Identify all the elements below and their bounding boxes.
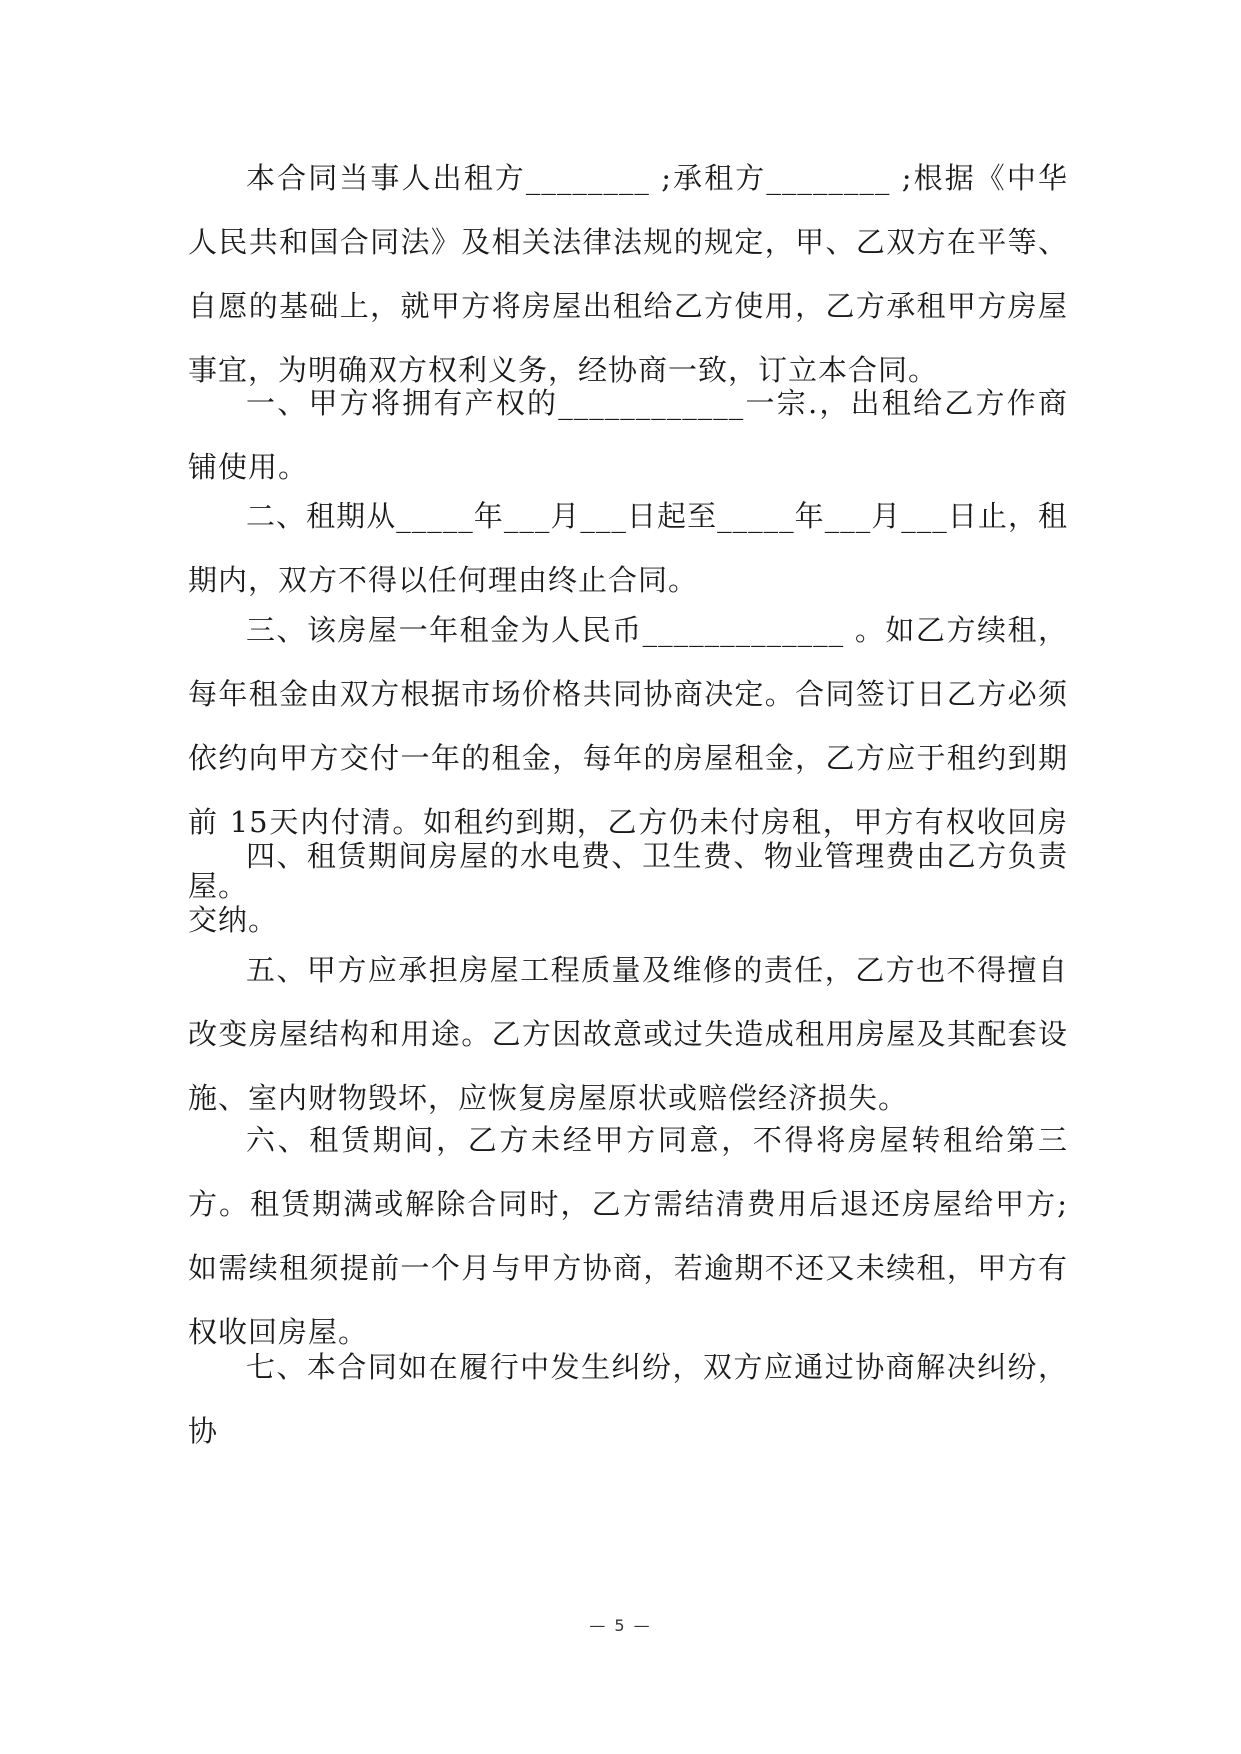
paragraph-preamble: 本合同当事人出租方________ ;承租方________ ;根据《中华人民共和国合同法》及相关法律法规的规定，甲、乙双方在平等、自愿的基础上，就甲方将房屋出租给乙方使用，乙方承租甲方房屋事宜，为明确双方权利义务，经协商一致，订立本合同。 (188, 161, 1068, 387)
paragraph-clause-4: 四、租赁期间房屋的水电费、卫生费、物业管理费由乙方负责交纳。 (188, 839, 1068, 937)
paragraph-clause-7: 七、本合同如在履行中发生纠纷，双方应通过协商解决纠纷，协 (188, 1350, 1068, 1448)
paragraph-clause-2: 二、租期从_____年___月___日起至_____年___月___日止，租期内，双方不得以任何理由终止合同。 (188, 499, 1068, 597)
page-number: — 5 — (589, 1616, 652, 1635)
paragraph-clause-6: 六、租赁期间，乙方未经甲方同意，不得将房屋转租给第三方。租赁期满或解除合同时，乙方需结清费用后退还房屋给甲方;如需续租须提前一个月与甲方协商，若逾期不还又未续租，甲方有权收回房屋。 (188, 1123, 1068, 1349)
paragraph-clause-5: 五、甲方应承担房屋工程质量及维修的责任，乙方也不得擅自改变房屋结构和用途。乙方因故意或过失造成租用房屋及其配套设施、室内财物毁坏，应恢复房屋原状或赔偿经济损失。 (188, 953, 1068, 1115)
paragraph-clause-3: 三、该房屋一年租金为人民币_____________ 。如乙方续租，每年租金由双方根据市场价格共同协商决定。合同签订日乙方必须依约向甲方交付一年的租金，每年的房屋租金，乙方应于租约到期前 15天内付清。如租约到期，乙方仍未付房租，甲方有权收回房屋。 (188, 613, 1068, 903)
paragraph-clause-1: 一、甲方将拥有产权的____________一宗.，出租给乙方作商铺使用。 (188, 386, 1068, 484)
